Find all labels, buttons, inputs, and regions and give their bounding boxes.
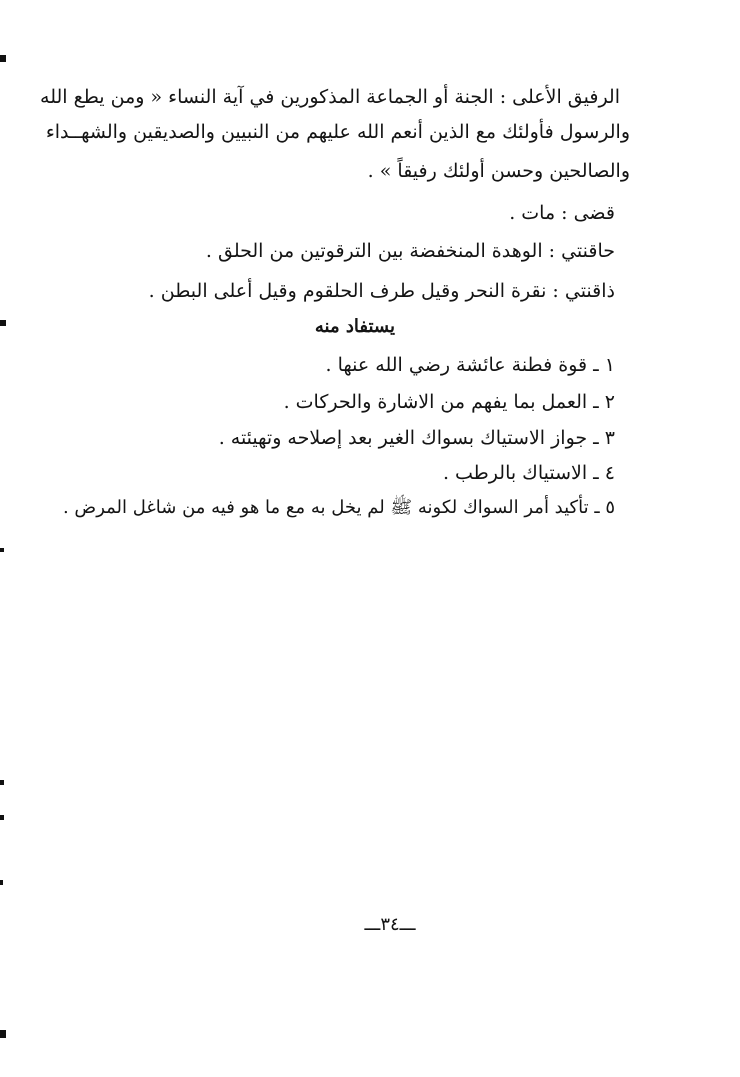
section-heading: يستفاد منه: [314, 316, 395, 337]
scan-edge-mark: [0, 780, 4, 785]
definition-line-3: والصالحين وحسن أولئك رفيقاً » .: [367, 160, 630, 182]
lesson-item-1: ١ ـ قوة فطنة عائشة رضي الله عنها .: [325, 354, 615, 376]
lesson-item-5: ٥ ـ تأكيد أمر السواك لكونه ﷺ لم يخل به مع ما هو فيه من شاغل المرض .: [62, 497, 615, 518]
scan-edge-mark: [0, 548, 4, 552]
scan-edge-mark: [0, 880, 3, 885]
definition-line-4: قضى : مات .: [509, 202, 615, 224]
lesson-item-3: ٣ ـ جواز الاستياك بسواك الغير بعد إصلاحه وتهيئته .: [218, 427, 615, 449]
definition-line-6: ذاقنتي : نقرة النحر وقيل طرف الحلقوم وقيل أعلى البطن .: [148, 280, 615, 302]
definition-line-5: حاقنتي : الوهدة المنخفضة بين الترقوتين من الحلق .: [205, 240, 615, 262]
lesson-item-2: ٢ ـ العمل بما يفهم من الاشارة والحركات .: [283, 391, 615, 413]
page-number: ـــ٣٤ـــ: [364, 914, 416, 935]
scan-edge-mark: [0, 815, 4, 820]
scan-edge-mark: [0, 320, 6, 326]
scan-edge-mark: [0, 1030, 6, 1038]
lesson-item-4: ٤ ـ الاستياك بالرطب .: [442, 462, 615, 484]
definition-line-1: الرفيق الأعلى : الجنة أو الجماعة المذكورين في آية النساء « ومن يطع الله: [40, 86, 620, 108]
scan-edge-mark: [0, 55, 6, 62]
definition-line-2: والرسول فأولئك مع الذين أنعم الله عليهم من النبيين والصديقين والشهــداء: [45, 121, 630, 143]
